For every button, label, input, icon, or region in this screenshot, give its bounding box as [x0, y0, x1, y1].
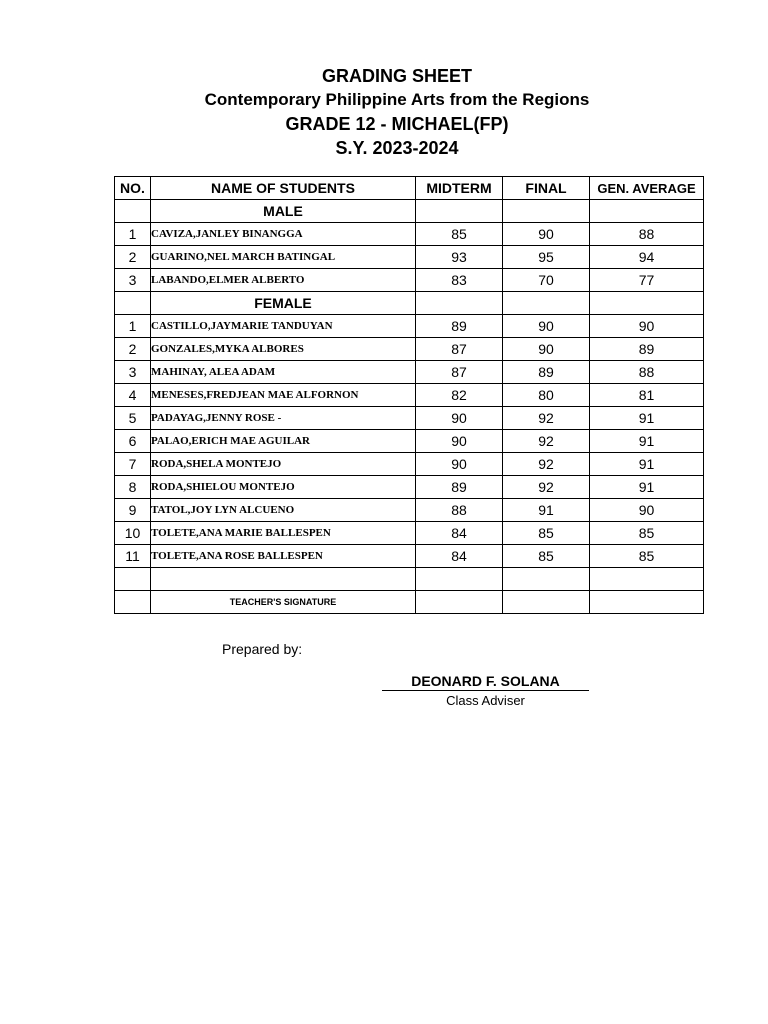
general-average: 81 [590, 384, 704, 407]
table-row [115, 545, 704, 568]
student-name: CAVIZA,JANLEY BINANGGA [151, 223, 416, 246]
student-number: 7 [115, 453, 151, 476]
midterm-grade: 87 [416, 361, 503, 384]
student-number: 1 [115, 315, 151, 338]
sheet-title: GRADING SHEET [321, 66, 472, 86]
student-number: 2 [115, 338, 151, 361]
final-grade: 92 [503, 407, 590, 430]
general-average: 90 [590, 499, 704, 522]
adviser-name: DEONARD F. SOLANA [382, 673, 589, 691]
midterm-grade: 90 [416, 430, 503, 453]
final-grade: 91 [503, 499, 590, 522]
adviser-role: Class Adviser [446, 693, 525, 708]
column-header-name: NAME OF STUDENTS [151, 177, 416, 200]
student-number: 11 [115, 545, 151, 568]
male-section-label: MALE [151, 200, 416, 223]
section-title: GRADE 12 - MICHAEL(FP) [285, 114, 509, 134]
student-name: GUARINO,NEL MARCH BATINGAL [151, 246, 416, 269]
midterm-grade: 89 [416, 315, 503, 338]
final-grade: 70 [503, 269, 590, 292]
sheet-header [0, 64, 768, 160]
student-number: 5 [115, 407, 151, 430]
table-row [115, 407, 704, 430]
table-row [115, 361, 704, 384]
female-section-row [115, 292, 704, 315]
table-row [115, 453, 704, 476]
student-number: 4 [115, 384, 151, 407]
midterm-grade: 89 [416, 476, 503, 499]
table-row [115, 522, 704, 545]
student-name: LABANDO,ELMER ALBERTO [151, 269, 416, 292]
male-section-row [115, 200, 704, 223]
column-header-midterm: MIDTERM [416, 177, 503, 200]
student-name: PADAYAG,JENNY ROSE - [151, 407, 416, 430]
student-name: RODA,SHIELOU MONTEJO [151, 476, 416, 499]
final-grade: 92 [503, 430, 590, 453]
school-year: S.Y. 2023-2024 [335, 138, 459, 158]
table-row [115, 338, 704, 361]
table-header-row [115, 177, 704, 200]
table-row [115, 430, 704, 453]
student-name: TOLETE,ANA ROSE BALLESPEN [151, 545, 416, 568]
student-number: 10 [115, 522, 151, 545]
student-name: TOLETE,ANA MARIE BALLESPEN [151, 522, 416, 545]
column-header-average: GEN. AVERAGE [590, 177, 704, 200]
student-number: 6 [115, 430, 151, 453]
general-average: 85 [590, 522, 704, 545]
subject-title: Contemporary Philippine Arts from the Regions [204, 90, 590, 109]
general-average: 91 [590, 476, 704, 499]
midterm-grade: 90 [416, 407, 503, 430]
column-header-no: NO. [115, 177, 151, 200]
table-row [115, 246, 704, 269]
grades-table [114, 176, 704, 614]
final-grade: 92 [503, 453, 590, 476]
student-name: PALAO,ERICH MAE AGUILAR [151, 430, 416, 453]
table-row [115, 384, 704, 407]
general-average: 94 [590, 246, 704, 269]
prepared-by-label: Prepared by: [222, 641, 303, 657]
student-name: MENESES,FREDJEAN MAE ALFORNON [151, 384, 416, 407]
blank-row [115, 568, 704, 591]
midterm-grade: 90 [416, 453, 503, 476]
general-average: 89 [590, 338, 704, 361]
final-grade: 85 [503, 545, 590, 568]
student-number: 8 [115, 476, 151, 499]
general-average: 91 [590, 453, 704, 476]
student-name: TATOL,JOY LYN ALCUENO [151, 499, 416, 522]
student-name: MAHINAY, ALEA ADAM [151, 361, 416, 384]
final-grade: 92 [503, 476, 590, 499]
final-grade: 80 [503, 384, 590, 407]
midterm-grade: 87 [416, 338, 503, 361]
table-row [115, 223, 704, 246]
midterm-grade: 85 [416, 223, 503, 246]
table-row [115, 499, 704, 522]
final-grade: 85 [503, 522, 590, 545]
student-number: 9 [115, 499, 151, 522]
signature-row [115, 591, 704, 614]
final-grade: 90 [503, 338, 590, 361]
midterm-grade: 83 [416, 269, 503, 292]
teacher-signature-label: TEACHER'S SIGNATURE [151, 591, 416, 614]
table-row [115, 269, 704, 292]
student-number: 2 [115, 246, 151, 269]
midterm-grade: 93 [416, 246, 503, 269]
general-average: 88 [590, 223, 704, 246]
female-section-label: FEMALE [151, 292, 416, 315]
column-header-final: FINAL [503, 177, 590, 200]
general-average: 91 [590, 430, 704, 453]
general-average: 91 [590, 407, 704, 430]
table-row [115, 315, 704, 338]
student-name: CASTILLO,JAYMARIE TANDUYAN [151, 315, 416, 338]
final-grade: 90 [503, 223, 590, 246]
midterm-grade: 88 [416, 499, 503, 522]
final-grade: 89 [503, 361, 590, 384]
student-number: 1 [115, 223, 151, 246]
midterm-grade: 84 [416, 522, 503, 545]
student-name: GONZALES,MYKA ALBORES [151, 338, 416, 361]
midterm-grade: 84 [416, 545, 503, 568]
student-number: 3 [115, 269, 151, 292]
general-average: 85 [590, 545, 704, 568]
table-row [115, 476, 704, 499]
final-grade: 95 [503, 246, 590, 269]
student-name: RODA,SHELA MONTEJO [151, 453, 416, 476]
midterm-grade: 82 [416, 384, 503, 407]
final-grade: 90 [503, 315, 590, 338]
general-average: 90 [590, 315, 704, 338]
general-average: 77 [590, 269, 704, 292]
general-average: 88 [590, 361, 704, 384]
grades-table-body [115, 200, 704, 614]
student-number: 3 [115, 361, 151, 384]
